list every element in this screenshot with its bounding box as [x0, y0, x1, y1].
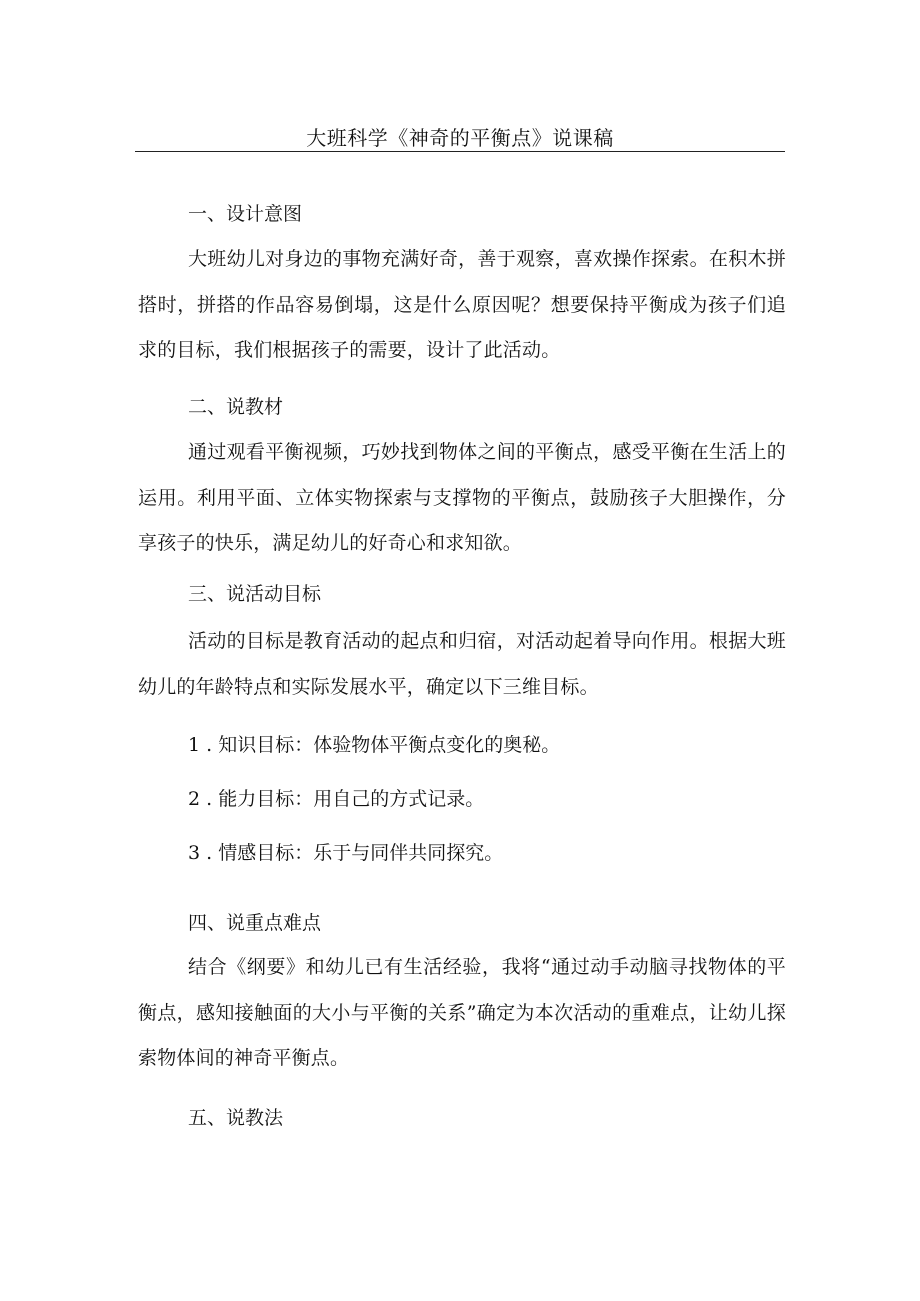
section-heading-design-intent: 一、设计意图: [188, 203, 303, 225]
section-paragraph-teaching-material: 通过观看平衡视频，巧妙找到物体之间的平衡点，感受平衡在生活上的运用。利用平面、立体实物探索与支撑物的平衡点，鼓励孩子大胆操作，分享孩子的快乐，满足幼儿的好奇心和求知欲。: [138, 441, 786, 554]
section-paragraph-activity-goals: 活动的目标是教育活动的起点和归宿，对活动起着导向作用。根据大班幼儿的年龄特点和实际发展水平，确定以下三维目标。: [138, 630, 786, 698]
section-paragraph-design-intent: 大班幼儿对身边的事物充满好奇，善于观察，喜欢操作探索。在积木拼搭时，拼搭的作品容易倒塌，这是什么原因呢？想要保持平衡成为孩子们追求的目标，我们根据孩子的需要，设计了此活动。: [138, 248, 786, 361]
section-heading-activity-goals: 三、说活动目标: [188, 583, 322, 605]
section-heading-teaching-methods: 五、说教法: [188, 1107, 284, 1129]
section-paragraph-key-difficulties: 结合《纲要》和幼儿已有生活经验，我将“通过动手动脑寻找物体的平衡点，感知接触面的大小与平衡的关系”确定为本次活动的重难点，让幼儿探索物体间的神奇平衡点。: [138, 956, 786, 1069]
goal-item-emotion: 3 . 情感目标：乐于与同伴共同探究。: [188, 842, 504, 864]
goal-item-knowledge: 1 . 知识目标：体验物体平衡点变化的奥秘。: [188, 734, 561, 756]
document-title: 大班科学《神奇的平衡点》说课稿: [306, 126, 614, 150]
goal-item-ability: 2 . 能力目标：用自己的方式记录。: [188, 788, 485, 810]
title-underline: [135, 151, 785, 152]
section-heading-key-difficulties: 四、说重点难点: [188, 912, 322, 934]
section-heading-teaching-material: 二、说教材: [188, 396, 284, 418]
